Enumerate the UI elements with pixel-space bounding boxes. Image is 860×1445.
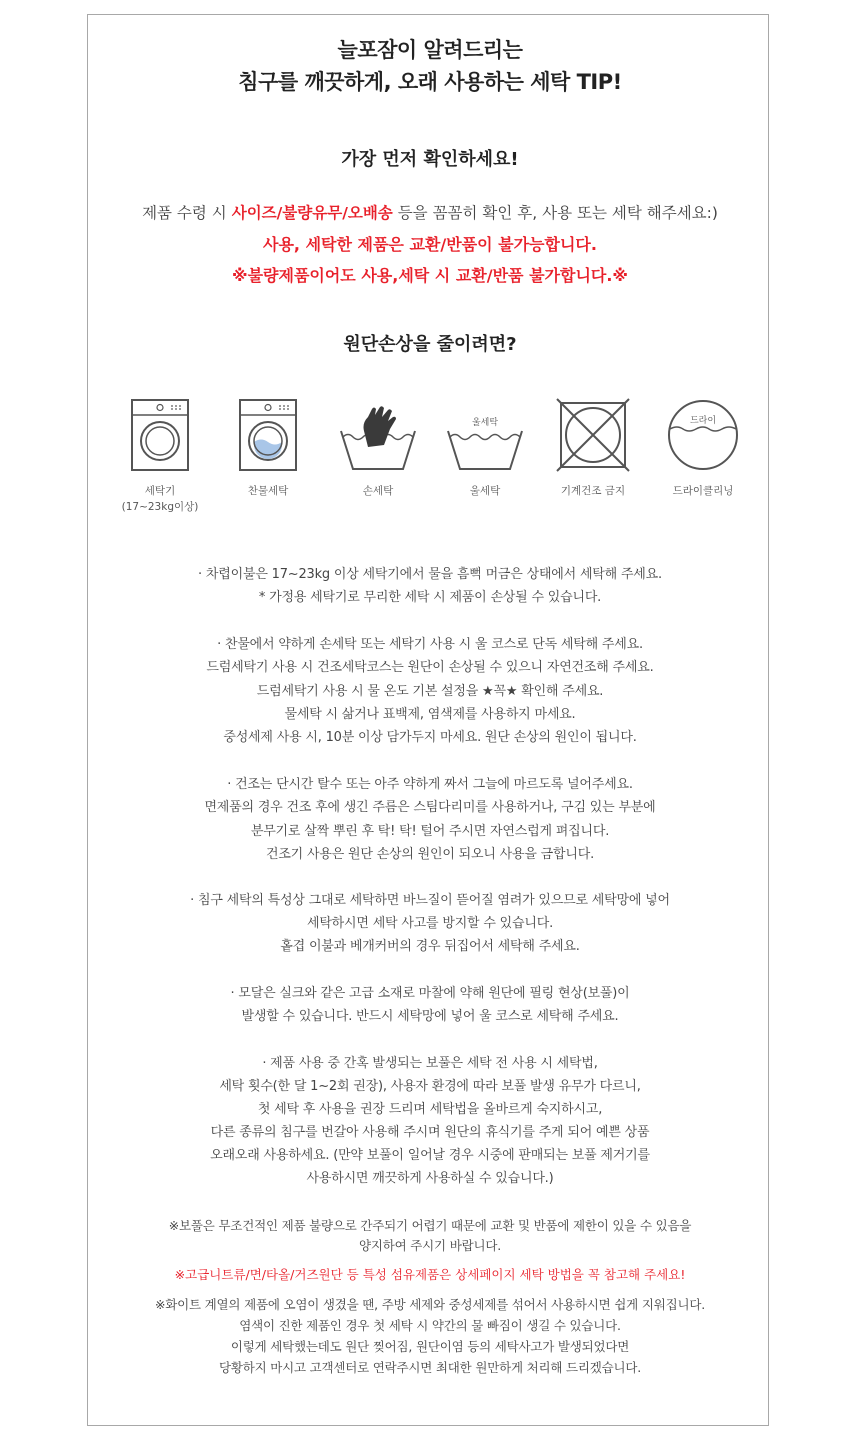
- wool-wash-label: 울세탁: [469, 485, 501, 497]
- intro-highlight: 사이즈/불량유무/오배송: [231, 204, 393, 222]
- white-note: 이렇게 세탁했는데도 원단 찢어짐, 원단이염 등의 세탁사고가 발생되었다면: [230, 1339, 630, 1354]
- wool-wash-icon: [445, 395, 525, 475]
- tip-line: · 제품 사용 중 간혹 발생되는 보풀은 세탁 전 사용 시 세탁법,: [262, 1056, 598, 1071]
- warning-no-return: 사용, 세탁한 제품은 교환/반품이 불가능합니다.: [263, 235, 597, 254]
- tip-line: · 건조는 단시간 탈수 또는 아주 약하게 짜서 그늘에 마르도록 널어주세요.: [227, 777, 633, 792]
- tip-line: 세탁하시면 세탁 사고를 방지할 수 있습니다.: [306, 916, 554, 931]
- tip-line: · 차렵이불은 17~23kg 이상 세탁기에서 물을 흠뻑 머금은 상태에서 세탁해 주세요.: [198, 567, 662, 582]
- washing-machine-icon: [120, 395, 200, 475]
- dry-clean-label: 드라이클리닝: [672, 485, 734, 497]
- white-note: 당황하지 마시고 고객센터로 연락주시면 최대한 원만하게 처리해 드리겠습니다.: [218, 1360, 642, 1375]
- white-note: ※화이트 계열의 제품에 오염이 생겼을 땐, 주방 세제와 중성세제를 섞어서 사용하시면 쉽게 지워집니다.: [155, 1297, 705, 1312]
- pilling-note: ※보풀은 무조건적인 제품 불량으로 간주되기 어렵기 때문에 교환 및 반품에 제한이 있을 수 있음을: [168, 1218, 692, 1233]
- cold-water-wash-icon: [228, 395, 308, 475]
- white-note: 염색이 진한 제품인 경우 첫 세탁 시 약간의 물 빠짐이 생길 수 있습니다.: [239, 1318, 621, 1333]
- page-title-line2: 침구를 깨끗하게, 오래 사용하는 세탁 TIP!: [238, 70, 622, 94]
- tip-line: 홑겹 이불과 베개커버의 경우 뒤집어서 세탁해 주세요.: [280, 939, 580, 954]
- warning-defect-no-return: ※불량제품이어도 사용,세탁 시 교환/반품 불가합니다.※: [232, 266, 628, 285]
- tip-line: 세탁 횟수(한 달 1~2회 권장), 사용자 환경에 따라 보풀 발생 유무가 다르니,: [219, 1079, 641, 1094]
- tip-line: 다른 종류의 침구를 번갈아 사용해 주시며 원단의 휴식기를 주게 되어 예쁜 상품: [210, 1125, 650, 1140]
- tip-line: · 침구 세탁의 특성상 그대로 세탁하면 바느질이 뜯어질 염려가 있으므로 세탁망에 넣어: [190, 893, 670, 908]
- tip-line: 건조기 사용은 원단 손상의 원인이 되오니 사용을 금합니다.: [265, 847, 595, 862]
- tip-line: * 가정용 세탁기로 무리한 세탁 시 제품이 손상될 수 있습니다.: [258, 590, 602, 605]
- damage-heading: 원단손상을 줄이려면?: [343, 334, 517, 355]
- tip-line: 물세탁 시 삶거나 표백제, 염색제를 사용하지 마세요.: [284, 707, 576, 722]
- wool-wash-icon-text: 울세탁: [471, 418, 499, 428]
- hand-wash-icon: [338, 395, 418, 475]
- tip-line: 드럼세탁기 사용 시 건조세탁코스는 원단이 손상될 수 있으니 자연건조해 주세요.: [206, 660, 654, 675]
- no-tumble-dry-icon: [553, 395, 633, 475]
- check-intro: 제품 수령 시 사이즈/불량유무/오배송 등을 꼼꼼히 확인 후, 사용 또는 세탁 해주세요:): [142, 204, 718, 222]
- pilling-note: 양지하여 주시기 바랍니다.: [359, 1238, 501, 1253]
- tip-line: 분무기로 살짝 뿌린 후 탁! 탁! 털어 주시면 자연스럽게 펴집니다.: [250, 824, 610, 839]
- hand-wash-label: 손세탁: [362, 485, 394, 497]
- cold-water-wash-label: 찬물세탁: [247, 485, 289, 497]
- tip-line: 오래오래 사용하세요. (만약 보풀이 일어날 경우 시중에 판매되는 보풀 제거기를: [210, 1148, 650, 1163]
- check-heading: 가장 먼저 확인하세요!: [341, 149, 519, 170]
- washing-machine-label: 세탁기 (17~23kg이상): [121, 485, 199, 513]
- no-tumble-dry-label: 기계건조 금지: [560, 485, 626, 497]
- tip-line: 면제품의 경우 건조 후에 생긴 주름은 스팀다리미를 사용하거나, 구김 있는 부분에: [204, 800, 656, 815]
- tip-line: 발생할 수 있습니다. 반드시 세탁망에 넣어 울 코스로 세탁해 주세요.: [241, 1009, 619, 1024]
- tip-line: 중성세제 사용 시, 10분 이상 담가두지 마세요. 원단 손상의 원인이 됩니다.: [223, 730, 637, 745]
- tip-line: · 찬물에서 약하게 손세탁 또는 세탁기 사용 시 울 코스로 단독 세탁해 주세요.: [217, 637, 643, 652]
- tip-line: 사용하시면 깨끗하게 사용하실 수 있습니다.): [306, 1171, 554, 1186]
- tip-line: · 모달은 실크와 같은 고급 소재로 마찰에 약해 원단에 필링 현상(보풀)이: [230, 986, 630, 1001]
- premium-fabric-note: ※고급니트류/면/타올/거즈원단 등 특성 섬유제품은 상세페이지 세탁 방법을 꼭 참고해 주세요!: [174, 1267, 686, 1282]
- dry-clean-icon: [663, 395, 743, 475]
- dry-clean-icon-text: 드라이: [689, 416, 717, 426]
- page-title-line1: 늘포잠이 알려드리는: [337, 38, 523, 62]
- tip-line: 드럼세탁기 사용 시 물 온도 기본 설정을 ★꼭★ 확인해 주세요.: [256, 684, 604, 699]
- tip-line: 첫 세탁 후 사용을 권장 드리며 세탁법을 올바르게 숙지하시고,: [257, 1102, 603, 1117]
